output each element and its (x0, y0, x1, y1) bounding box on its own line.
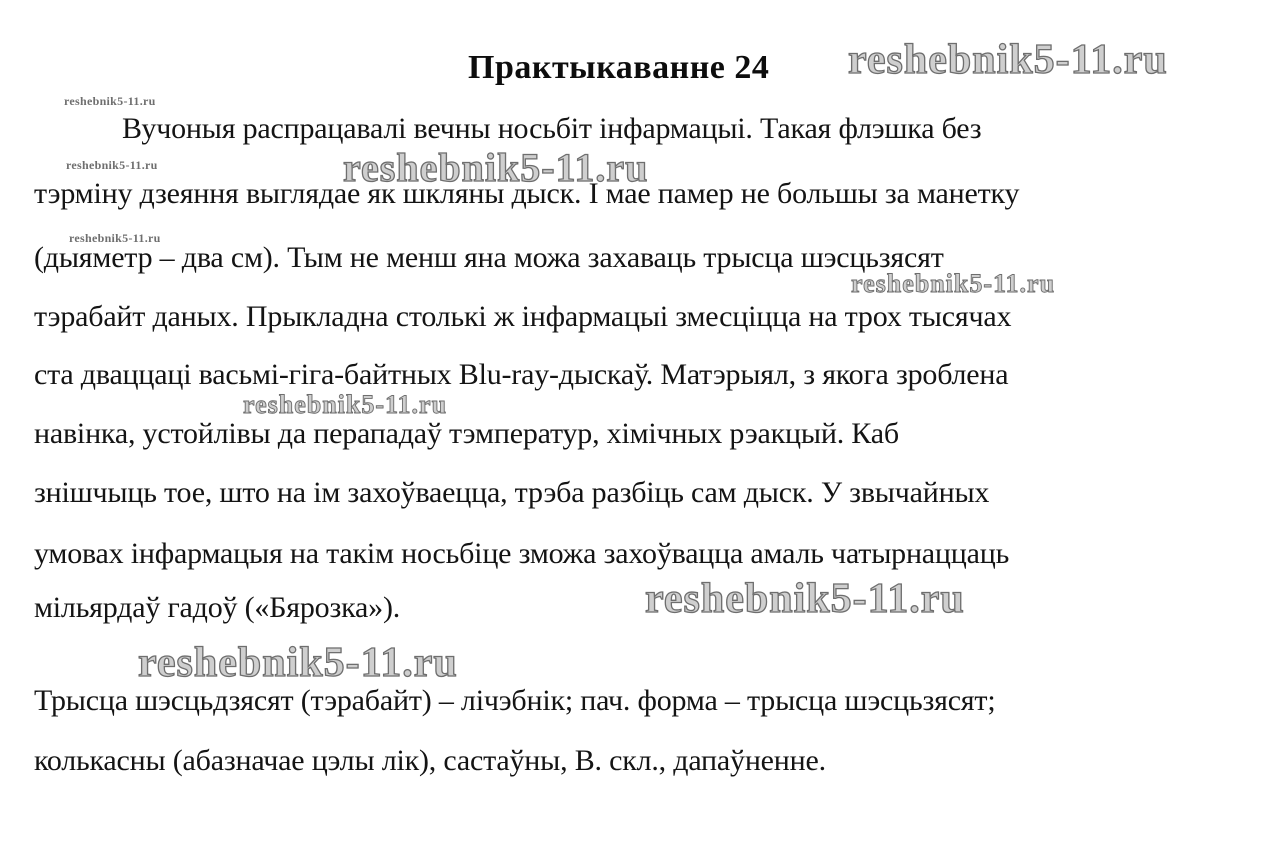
watermark-tiny-2: reshebnik5-11.ru (66, 158, 158, 172)
watermark-medium-left: reshebnik5-11.ru (243, 390, 448, 419)
watermark-medium-right: reshebnik5-11.ru (851, 269, 1056, 298)
paragraph-line: ста дваццаці васьмі-гіга-байтных Blu-ray-дыскаў. Матэрыял, з якога зроблена (34, 358, 1009, 391)
analysis-line: Трысца шэсцьдзясят (тэрабайт) – лічэбнік; пач. форма – трысца шэсцьзясят; (34, 684, 996, 717)
watermark-tiny-3: reshebnik5-11.ru (69, 231, 161, 245)
paragraph-line: (дыяметр – два см). Тым не менш яна можа захаваць трысца шэсцьзясят (34, 241, 944, 274)
watermark-large-mid: reshebnik5-11.ru (343, 145, 649, 190)
paragraph-line: мільярдаў гадоў («Бярозка»). (34, 591, 401, 624)
analysis-line: колькасны (абазначае цэлы лік), састаўны, В. скл., дапаўненне. (34, 744, 826, 777)
watermark-large-bottom-left: reshebnik5-11.ru (138, 640, 458, 686)
watermark-large-center: reshebnik5-11.ru (645, 576, 965, 622)
paragraph-line: тэрміну дзеяння выглядае як шкляны дыск. І мае памер не большы за манетку (34, 177, 1020, 210)
paragraph-line: Вучоныя распрацавалі вечны носьбіт інфармацыі. Такая флэшка без (122, 112, 982, 145)
watermark-tiny-1: reshebnik5-11.ru (64, 94, 156, 108)
paragraph-line: умовах інфармацыя на такім носьбіце зможа захоўвацца амаль чатырнаццаць (34, 537, 1010, 570)
paragraph-line: тэрабайт даных. Прыкладна столькі ж інфармацыі змесціцца на трох тысячах (34, 300, 1012, 333)
watermark-top-right: reshebnik5-11.ru (848, 37, 1168, 83)
paragraph-line: знішчыць тое, што на ім захоўваецца, трэба разбіць сам дыск. У звычайных (34, 476, 990, 509)
page-title: Практыкаванне 24 (468, 48, 770, 86)
paragraph-line: навінка, устойлівы да перападаў тэмператур, хімічных рэакцый. Каб (34, 417, 899, 450)
